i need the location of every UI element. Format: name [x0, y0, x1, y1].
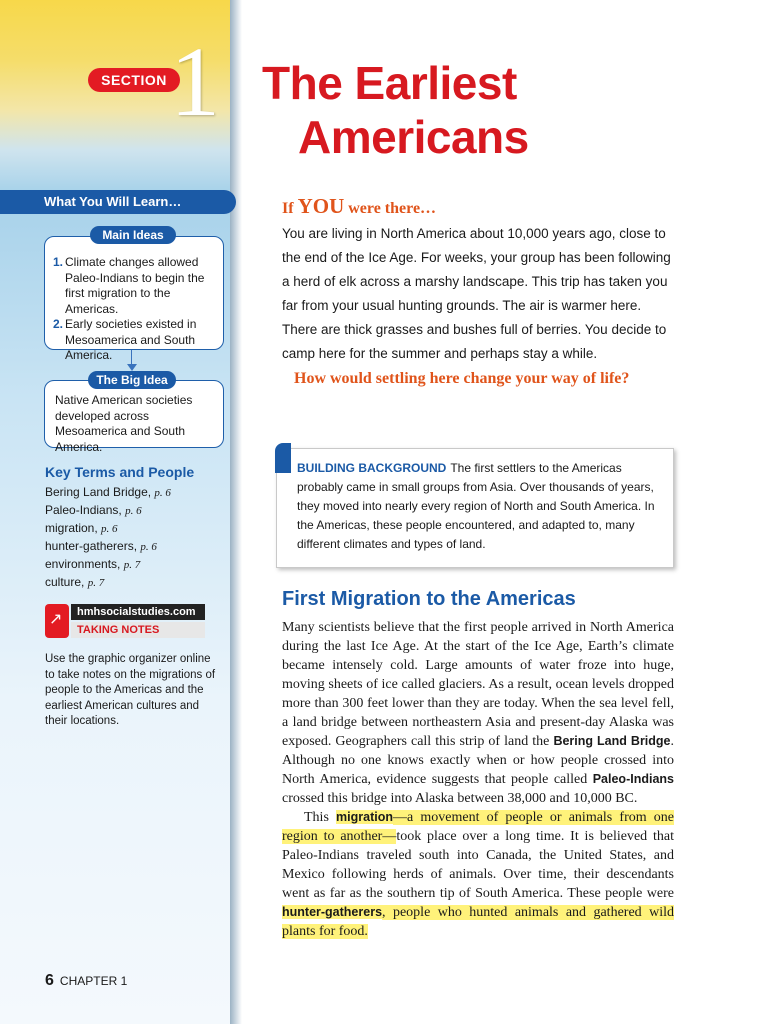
main-body-text — [282, 618, 674, 941]
section-label: SECTION — [88, 68, 180, 92]
chapter-label: CHAPTER 1 — [59, 974, 128, 988]
key-terms-heading: Key Terms and People — [45, 464, 195, 480]
text-run: . Although no one knows exactly when or how people crossed into North America, evidence suggests that people called — [282, 734, 675, 787]
building-background-box — [276, 448, 674, 568]
paragraph-1 — [282, 618, 674, 808]
key-term: Paleo-Indians, — [45, 503, 122, 517]
main-idea-item — [53, 255, 217, 317]
big-idea-box — [44, 380, 224, 454]
page-footer — [45, 972, 127, 990]
key-term-page: p. 6 — [140, 541, 157, 553]
key-term-page: p. 7 — [123, 559, 141, 571]
main-idea-number: 1. — [53, 255, 64, 269]
website-link[interactable]: hmhsocialstudies.com — [71, 604, 205, 620]
title-line-2: Americans — [298, 111, 529, 163]
definition-hunter-gatherers: , people who hunted animals and gathered wild plants for food. — [282, 905, 674, 939]
cursor-arrow-icon: ↗ — [45, 604, 69, 638]
key-terms-list — [45, 484, 171, 592]
key-term: Bering Land Bridge, — [45, 485, 152, 499]
key-term-page: p. 6 — [125, 505, 142, 517]
key-term-page: p. 6 — [101, 523, 118, 535]
section-heading: First Migration to the Americas — [282, 588, 576, 610]
key-term-item — [45, 538, 171, 556]
key-term: migration, — [45, 521, 98, 535]
scenario-question: How would settling here change your way of life? — [294, 370, 630, 387]
big-idea-text: Native American societies developed across Mesoamerica and South America. — [55, 393, 193, 454]
box-tab-accent — [275, 443, 291, 473]
you-word: YOU — [297, 194, 345, 218]
key-term-page: p. 7 — [87, 577, 105, 589]
section-number: 1 — [170, 26, 220, 137]
page-spine — [230, 0, 242, 1024]
key-term-paleo-indians: Paleo-Indians — [592, 772, 674, 786]
building-background-text: The first settlers to the Americas probably came in small groups from Asia. Over thousands of years, they moved into nearly every region of North and South America. In the Americas, these people encountered, and adapted to, many different climates and types of land. — [297, 461, 655, 551]
key-term-bering-land-bridge: Bering Land Bridge — [553, 734, 671, 748]
online-notes-badge[interactable] — [45, 604, 205, 642]
text-run: crossed this bridge into Alaska between 38,000 and 10,000 BC. — [282, 791, 638, 806]
key-term: culture, — [45, 575, 85, 589]
key-term-migration: migration — [336, 810, 393, 824]
definition-migration: —a movement of people or animals from one region to another— — [282, 810, 674, 844]
what-you-will-learn-banner: What You Will Learn… — [0, 190, 236, 214]
main-ideas-heading: Main Ideas — [90, 226, 176, 244]
key-term-item — [45, 484, 171, 502]
main-ideas-box — [44, 236, 224, 362]
building-background-label: BUILDING BACKGROUND — [297, 461, 447, 475]
paragraph-2 — [282, 808, 674, 941]
were-there-words: were there… — [348, 200, 437, 217]
down-arrow-icon — [127, 364, 137, 371]
if-word: If — [282, 200, 294, 217]
key-term-page: p. 6 — [154, 487, 171, 499]
scenario-text: You are living in North America about 10,000 years ago, close to the end of the Ice Age. For weeks, your group has been following a herd of elk across a marshy landscape. This trip has taken you far from your usual hunting grounds. The air is warmer here. There are thick grasses and bushes full of berries. You decide to camp here for the summer and perhaps stay a while. — [282, 226, 671, 361]
text-run: This — [304, 810, 337, 825]
main-idea-text: Climate changes allowed Paleo-Indians to begin the first migration to the Americas. — [65, 255, 205, 316]
taking-notes-label: TAKING NOTES — [71, 622, 205, 638]
key-term-item — [45, 574, 171, 592]
page-title — [262, 56, 529, 164]
main-ideas-list — [45, 237, 223, 364]
key-term-item — [45, 502, 171, 520]
key-term: environments, — [45, 557, 121, 571]
key-term-item — [45, 556, 171, 574]
key-term: hunter-gatherers, — [45, 539, 138, 553]
big-idea-heading: The Big Idea — [88, 371, 176, 389]
page-number: 6 — [45, 972, 54, 989]
if-you-were-there-heading — [282, 194, 436, 219]
main-idea-number: 2. — [53, 317, 64, 331]
key-term-item — [45, 520, 171, 538]
main-idea-text: Early societies existed in Mesoamerica and South America. — [65, 317, 197, 362]
building-background-content — [297, 459, 657, 554]
text-run: took place over a long time. It is believed that Paleo-Indians traveled south into Canada, the United States, and Mexico following herds of animals. Over time, their descendants went as far as the southern tip of South America. These people were — [282, 829, 674, 901]
text-run: Many scientists believe that the first people arrived in North America during the last Ice Age. At the start of the Ice Age, Earth’s climate became intensely cold. Large amounts of water froze into huge, moving sheets of ice called glaciers. As a result, ocean levels dropped more than 300 feet lower than they are today. When the sea level fell, a land bridge between northeastern Asia and present-day Alaska was exposed. Geographers call this strip of land the — [282, 620, 674, 749]
taking-notes-text: Use the graphic organizer online to take notes on the migrations of people to the Americas and the earliest American cultures and their locations. — [45, 653, 216, 727]
key-term-hunter-gatherers: hunter-gatherers — [282, 905, 383, 919]
title-line-1: The Earliest — [262, 57, 517, 109]
main-idea-item — [53, 317, 217, 364]
